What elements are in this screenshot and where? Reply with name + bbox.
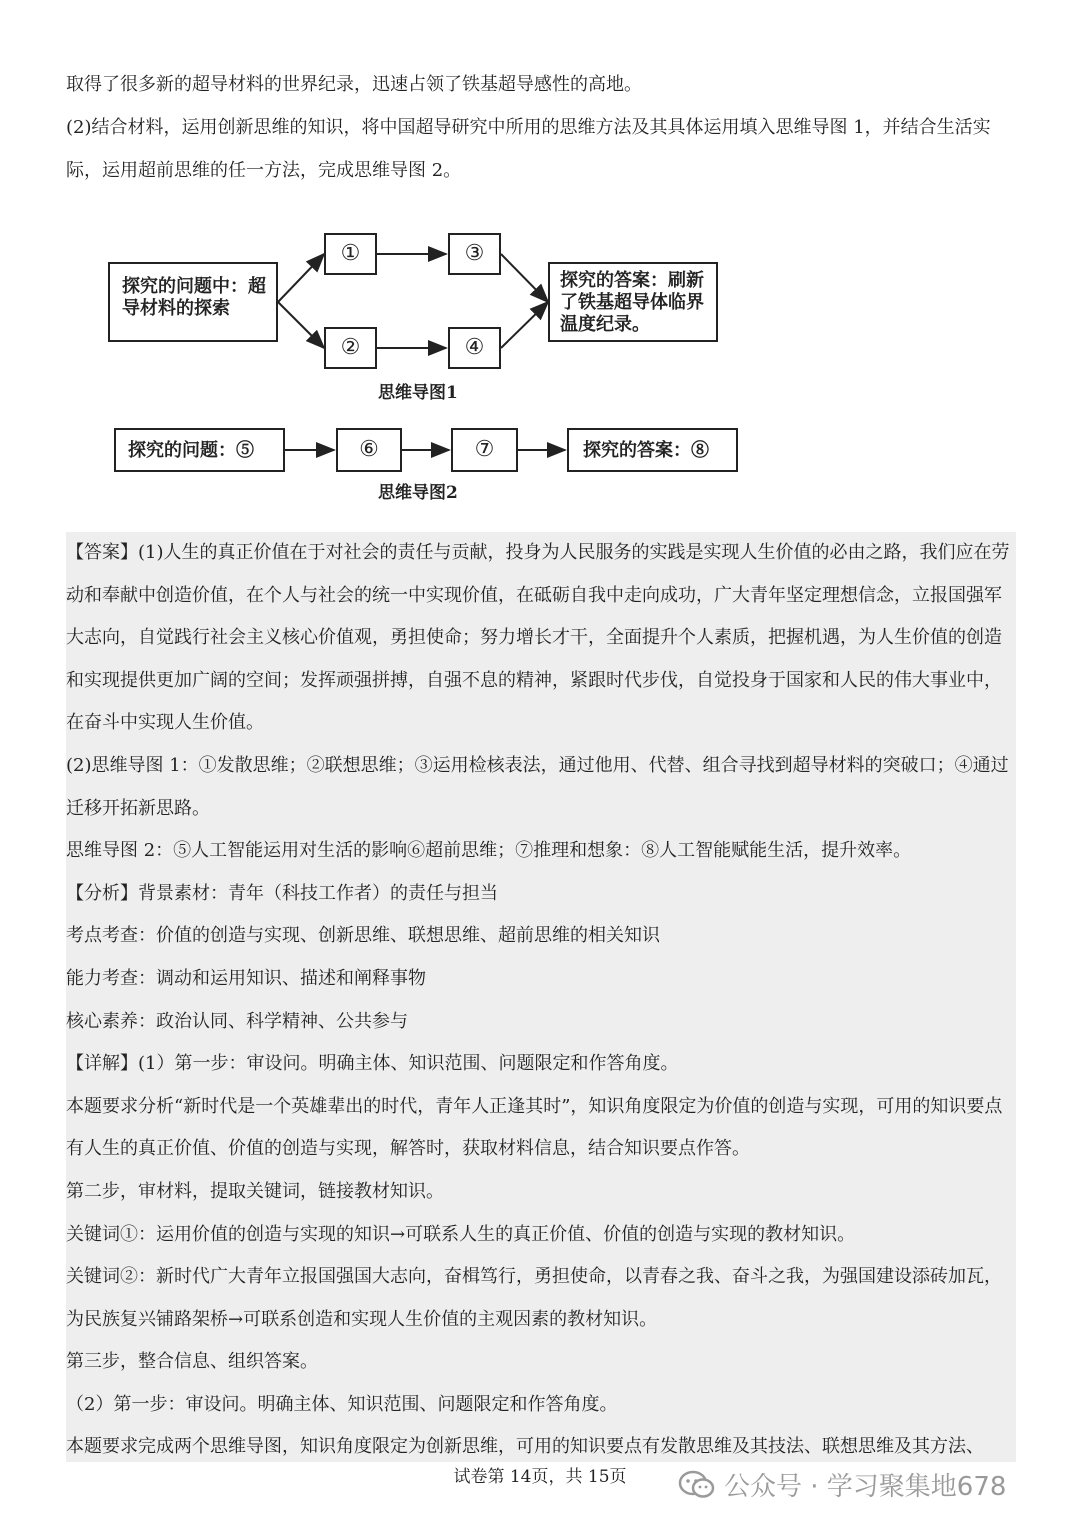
detail-p10: 第二步，审材料，提取关键词，链接教材知识。 [66, 1180, 444, 1202]
detail-p15: 本题要求完成两个思维导图，知识角度限定为创新思维，可用的知识要点有发散思维及其技法、联想思维及其方法、 [66, 1436, 984, 1458]
map2-node-6: ⑥ [336, 428, 402, 472]
answer-p2: (2)思维导图 1：①发散思维；②联想思维；③运用检核表法，通过他用、代替、组合寻找到超导材料的突破口；④通过迁移开拓新思路。 [66, 754, 1009, 819]
map1-node-4: ④ [448, 327, 501, 369]
detail-p11: 关键词①：运用价值的创造与实现的知识→可联系人生的真正价值、价值的创造与实现的教材知识。 [66, 1223, 856, 1245]
detail-p9: 本题要求分析“新时代是一个英雄辈出的时代，青年人正逢其时”，知识角度限定为价值的创造与实现，可用的知识要点有人生的真正价值、价值的创造与实现，解答时，获取材料信息，结合知识要点作答。 [66, 1095, 1003, 1160]
map2-end-box: 探究的答案：⑧ [567, 428, 738, 472]
detail-p14: （2）第一步：审设问。明确主体、知识范围、问题限定和作答角度。 [66, 1393, 618, 1415]
wechat-icon [678, 1470, 716, 1500]
watermark-text: 公众号 · 学习聚集地678 [724, 1472, 1007, 1502]
page-footer: 试卷第 14页，共 15页 [453, 1467, 627, 1487]
detail-p8: 【详解】(1）第一步：审设问。明确主体、知识范围、问题限定和作答角度。 [66, 1053, 679, 1075]
intro-line-2: (2)结合材料，运用创新思维的知识，将中国超导研究中所用的思维方法及其具体运用填入思维导图 1，并结合生活实际，运用超前思维的任一方法，完成思维导图 2。 [66, 117, 991, 181]
answer-block [66, 532, 1016, 1462]
answer-p3: 思维导图 2：⑤人工智能运用对生活的影响⑥超前思维；⑦推理和想象：⑧人工智能赋能生活，提升效率。 [66, 840, 912, 862]
analysis-p4: 【分析】背景素材：青年（科技工作者）的责任与担当 [66, 882, 498, 904]
map2-node-7: ⑦ [451, 428, 518, 472]
detail-p13: 第三步，整合信息、组织答案。 [66, 1351, 318, 1373]
map1-start-box: 探究的问题中：超导材料的探索 [108, 262, 278, 342]
map2-caption: 思维导图2 [378, 483, 458, 503]
map1-end-box: 探究的答案：刷新了铁基超导体临界温度纪录。 [548, 262, 718, 342]
watermark [678, 1466, 1006, 1503]
analysis-p7: 核心素养：政治认同、科学精神、公共参与 [66, 1010, 408, 1032]
analysis-p5: 考点考查：价值的创造与实现、创新思维、联想思维、超前思维的相关知识 [66, 925, 660, 947]
map1-node-3: ③ [448, 233, 501, 275]
answer-p1: 【答案】(1)人生的真正价值在于对社会的责任与贡献，投身为人民服务的实践是实现人生价值的必由之路，我们应在劳动和奉献中创造价值，在个人与社会的统一中实现价值，在砥砺自我中走向成功，广大青年坚定理想信念，立报国强军大志向，自觉践行社会主义核心价值观，勇担使命；努力增长才干，全面提升个人素质，把握机遇，为人生价值的创造和实现提供更加广阔的空间；发挥顽强拼搏，自强不息的精神，紧跟时代步伐，自觉投身于国家和人民的伟大事业中，在奋斗中实现人生价值。 [66, 542, 1010, 734]
map1-node-1: ① [324, 233, 377, 275]
map2-start-box: 探究的问题：⑤ [114, 428, 285, 472]
analysis-p6: 能力考查：调动和运用知识、描述和阐释事物 [66, 967, 426, 989]
detail-p12: 关键词②：新时代广大青年立报国强国大志向，奋楫笃行，勇担使命，以青春之我、奋斗之我，为强国建设添砖加瓦，为民族复兴铺路架桥→可联系创造和实现人生价值的主观因素的教材知识。 [66, 1266, 1002, 1330]
map1-caption: 思维导图1 [378, 383, 458, 403]
intro-line-1: 取得了很多新的超导材料的世界纪录，迅速占领了铁基超导感性的高地。 [66, 74, 642, 95]
map1-node-2: ② [324, 327, 377, 369]
